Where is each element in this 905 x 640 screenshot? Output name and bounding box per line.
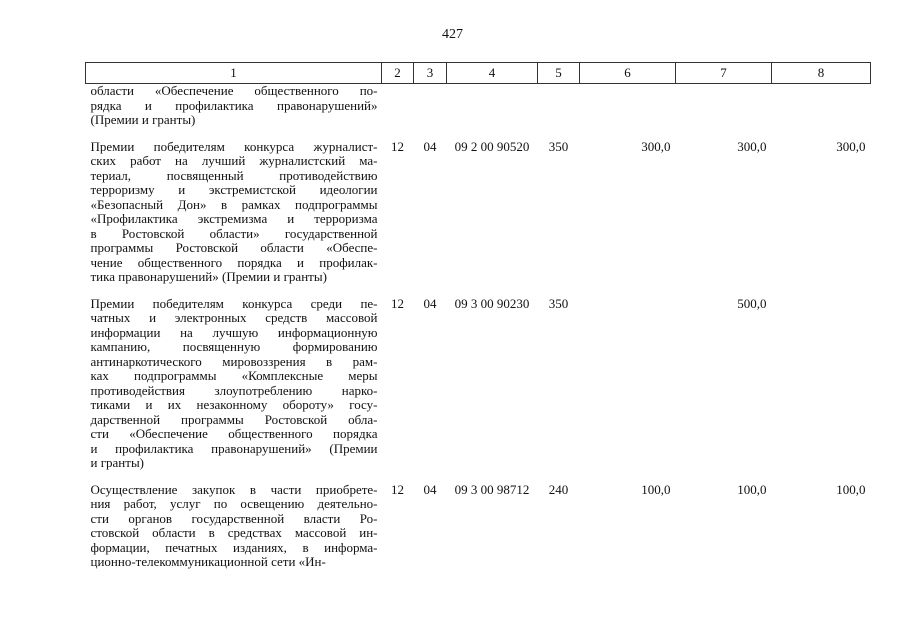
- description-line: терроризму и экстремистской идеологии: [90, 182, 378, 197]
- description-line: Премии победителям конкурса журналист-: [90, 138, 378, 154]
- expense-type-cell: 240: [548, 481, 569, 497]
- description-line: и профилактика правонарушений» (Премии: [90, 440, 378, 456]
- subsection-code-cell: 04: [423, 138, 437, 154]
- subsection-code-cell: 04: [423, 295, 437, 311]
- description-line: териал, посвященный противодействию: [90, 167, 378, 183]
- section-code-cell: 12: [391, 481, 404, 497]
- description-line: тика правонарушений» (Премии и гранты): [90, 269, 327, 284]
- column-header: 1: [86, 63, 382, 84]
- amount-year3-cell: [772, 297, 871, 471]
- description-line: области «Обеспечение общественного по-: [90, 83, 378, 98]
- description-cell: [86, 140, 382, 285]
- subsection-code-cell: [414, 84, 447, 128]
- description-cell: [86, 84, 382, 128]
- description-line: чение общественного порядка и профилак-: [90, 254, 378, 270]
- description-line: противодействия злоупотреблению нарко-: [90, 382, 378, 398]
- column-header: 5: [538, 63, 580, 84]
- amount-year3-cell: 100,0: [836, 481, 866, 497]
- target-article-cell: 09 3 00 98712: [454, 481, 530, 497]
- budget-table: [85, 62, 871, 570]
- column-header: 3: [414, 63, 447, 84]
- description-line: рядка и профилактика правонарушений»: [90, 97, 378, 113]
- section-code-cell: [382, 84, 414, 128]
- expense-type-cell: 350: [548, 138, 569, 154]
- amount-year3-cell: 300,0: [836, 138, 866, 154]
- description-line: стовской области в средствах массовой ин-: [90, 525, 378, 540]
- expense-type-cell: [538, 84, 580, 128]
- table-row: [86, 297, 871, 471]
- column-header: 4: [447, 63, 538, 84]
- column-header: 7: [676, 63, 772, 84]
- description-line: дарственной программы Ростовской обла-: [90, 411, 378, 427]
- row-spacer-cell: [86, 285, 871, 297]
- row-spacer: [86, 128, 871, 140]
- row-spacer-cell: [86, 128, 871, 140]
- column-header: 2: [382, 63, 414, 84]
- description-line: сти «Обеспечение общественного порядка: [90, 426, 378, 441]
- description-line: и гранты): [90, 455, 145, 470]
- amount-year1-cell: [580, 297, 676, 471]
- table-row: [86, 483, 871, 570]
- column-header: 8: [772, 63, 871, 84]
- amount-year2-cell: [676, 84, 772, 128]
- amount-year1-cell: [580, 84, 676, 128]
- amount-year1-cell: 300,0: [641, 138, 671, 154]
- description-line: программы Ростовской области «Обеспе-: [90, 240, 378, 255]
- amount-year2-cell: 500,0: [737, 295, 767, 311]
- description-line: чатных и электронных средств массовой: [90, 310, 378, 325]
- description-line: «Безопасный Дон» в рамках подпрограммы: [90, 196, 378, 212]
- description-line: ционно-телекоммуникационной сети «Ин-: [90, 554, 326, 569]
- description-line: антинаркотического мировоззрения в рам-: [90, 353, 378, 369]
- description-line: Премии победителям конкурса среди пе-: [90, 295, 378, 311]
- description-line: сти органов государственной власти Ро-: [90, 510, 378, 526]
- section-code-cell: 12: [391, 138, 404, 154]
- expense-type-cell: 350: [548, 295, 569, 311]
- description-line: Осуществление закупок в части приобрете-: [90, 481, 378, 497]
- target-article-cell: 09 2 00 90520: [454, 138, 530, 154]
- table-row: [86, 140, 871, 285]
- description-line: информации на лучшую информационную: [90, 324, 378, 340]
- table-row: [86, 84, 871, 128]
- description-line: (Премии и гранты): [90, 112, 196, 127]
- description-line: ках подпрограммы «Комплексные меры: [90, 368, 378, 383]
- description-line: тиками и их незаконному обороту» госу-: [90, 397, 378, 412]
- description-line: формации, печатных изданиях, в информа-: [90, 539, 378, 555]
- column-header: 6: [580, 63, 676, 84]
- row-spacer: [86, 471, 871, 483]
- table-body: [86, 84, 871, 570]
- section-code-cell: 12: [391, 295, 404, 311]
- amount-year2-cell: 100,0: [737, 481, 767, 497]
- subsection-code-cell: 04: [423, 481, 437, 497]
- page-number: 427: [442, 27, 463, 42]
- table-header-row: [86, 63, 871, 84]
- amount-year1-cell: 100,0: [641, 481, 671, 497]
- target-article-cell: [447, 84, 538, 128]
- amount-year3-cell: [772, 84, 871, 128]
- description-cell: [86, 297, 382, 471]
- description-line: ния работ, услуг по освещению деятельно-: [90, 496, 378, 511]
- description-line: кампанию, посвященную формированию: [90, 339, 378, 354]
- description-line: в Ростовской области» государственной: [90, 225, 378, 241]
- row-spacer-cell: [86, 471, 871, 483]
- row-spacer: [86, 285, 871, 297]
- description-line: ских работ на лучший журналистский ма-: [90, 153, 378, 168]
- target-article-cell: 09 3 00 90230: [454, 295, 530, 311]
- amount-year2-cell: 300,0: [737, 138, 767, 154]
- description-cell: [86, 483, 382, 570]
- description-line: «Профилактика экстремизма и терроризма: [90, 211, 378, 226]
